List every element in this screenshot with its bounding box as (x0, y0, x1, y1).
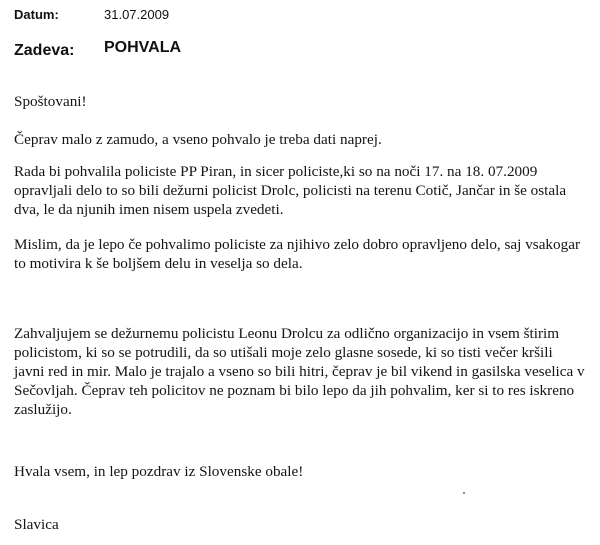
paragraph-line: javni red in mir. Malo je trajalo a vseno so bili hitri, čeprav je bil vikend in gasilska veselica v (14, 363, 585, 380)
paragraph-opinion (14, 235, 580, 273)
date-label: Datum: (14, 7, 59, 22)
greeting: Spoštovani! (14, 93, 87, 110)
paragraph-thanks (14, 324, 585, 419)
paragraph-line: to motivira k še boljšem delu in veselja so dela. (14, 255, 303, 272)
paragraph-praise (14, 162, 566, 219)
paragraph-line: Zahvaljujem se dežurnemu policistu Leonu Drolcu za odlično organizacijo in vsem štirim (14, 325, 560, 342)
date-value: 31.07.2009 (104, 7, 170, 22)
paragraph-line: Mislim, da je lepo če pohvalimo policiste za njihivo zelo dobro opravljeno delo, saj vsakogar (14, 236, 581, 253)
subject-value: POHVALA (104, 39, 182, 56)
paragraph-line: opravljali delo to so bili dežurni policist Drolc, policisti na terenu Cotič, Jančar in še ostala (14, 182, 567, 199)
intro-line: Čeprav malo z zamudo, a vseno pohvalo je treba dati naprej. (14, 131, 382, 148)
paragraph-line: policistom, ki so se potrudili, da so utišali moje zelo glasne sosede, ki so tisti večer kršili (14, 344, 553, 361)
paragraph-line: Sečovljah. Čeprav teh policitov ne poznam bi bilo lepo da jih pohvalim, ker si to res iskreno (14, 382, 575, 399)
paragraph-line: dva, le da njunih imen nisem uspela zvedeti. (14, 201, 284, 218)
paragraph-line: Rada bi pohvalila policiste PP Piran, in sicer policiste,ki so na noči 17. na 18. 07.2009 (14, 163, 538, 180)
subject-label: Zadeva: (14, 42, 75, 59)
paragraph-line: zaslužijo. (14, 401, 72, 418)
closing-line: Hvala vsem, in lep pozdrav iz Slovenske obale! (14, 463, 304, 480)
scan-speck (463, 492, 465, 494)
signature: Slavica (14, 516, 59, 533)
